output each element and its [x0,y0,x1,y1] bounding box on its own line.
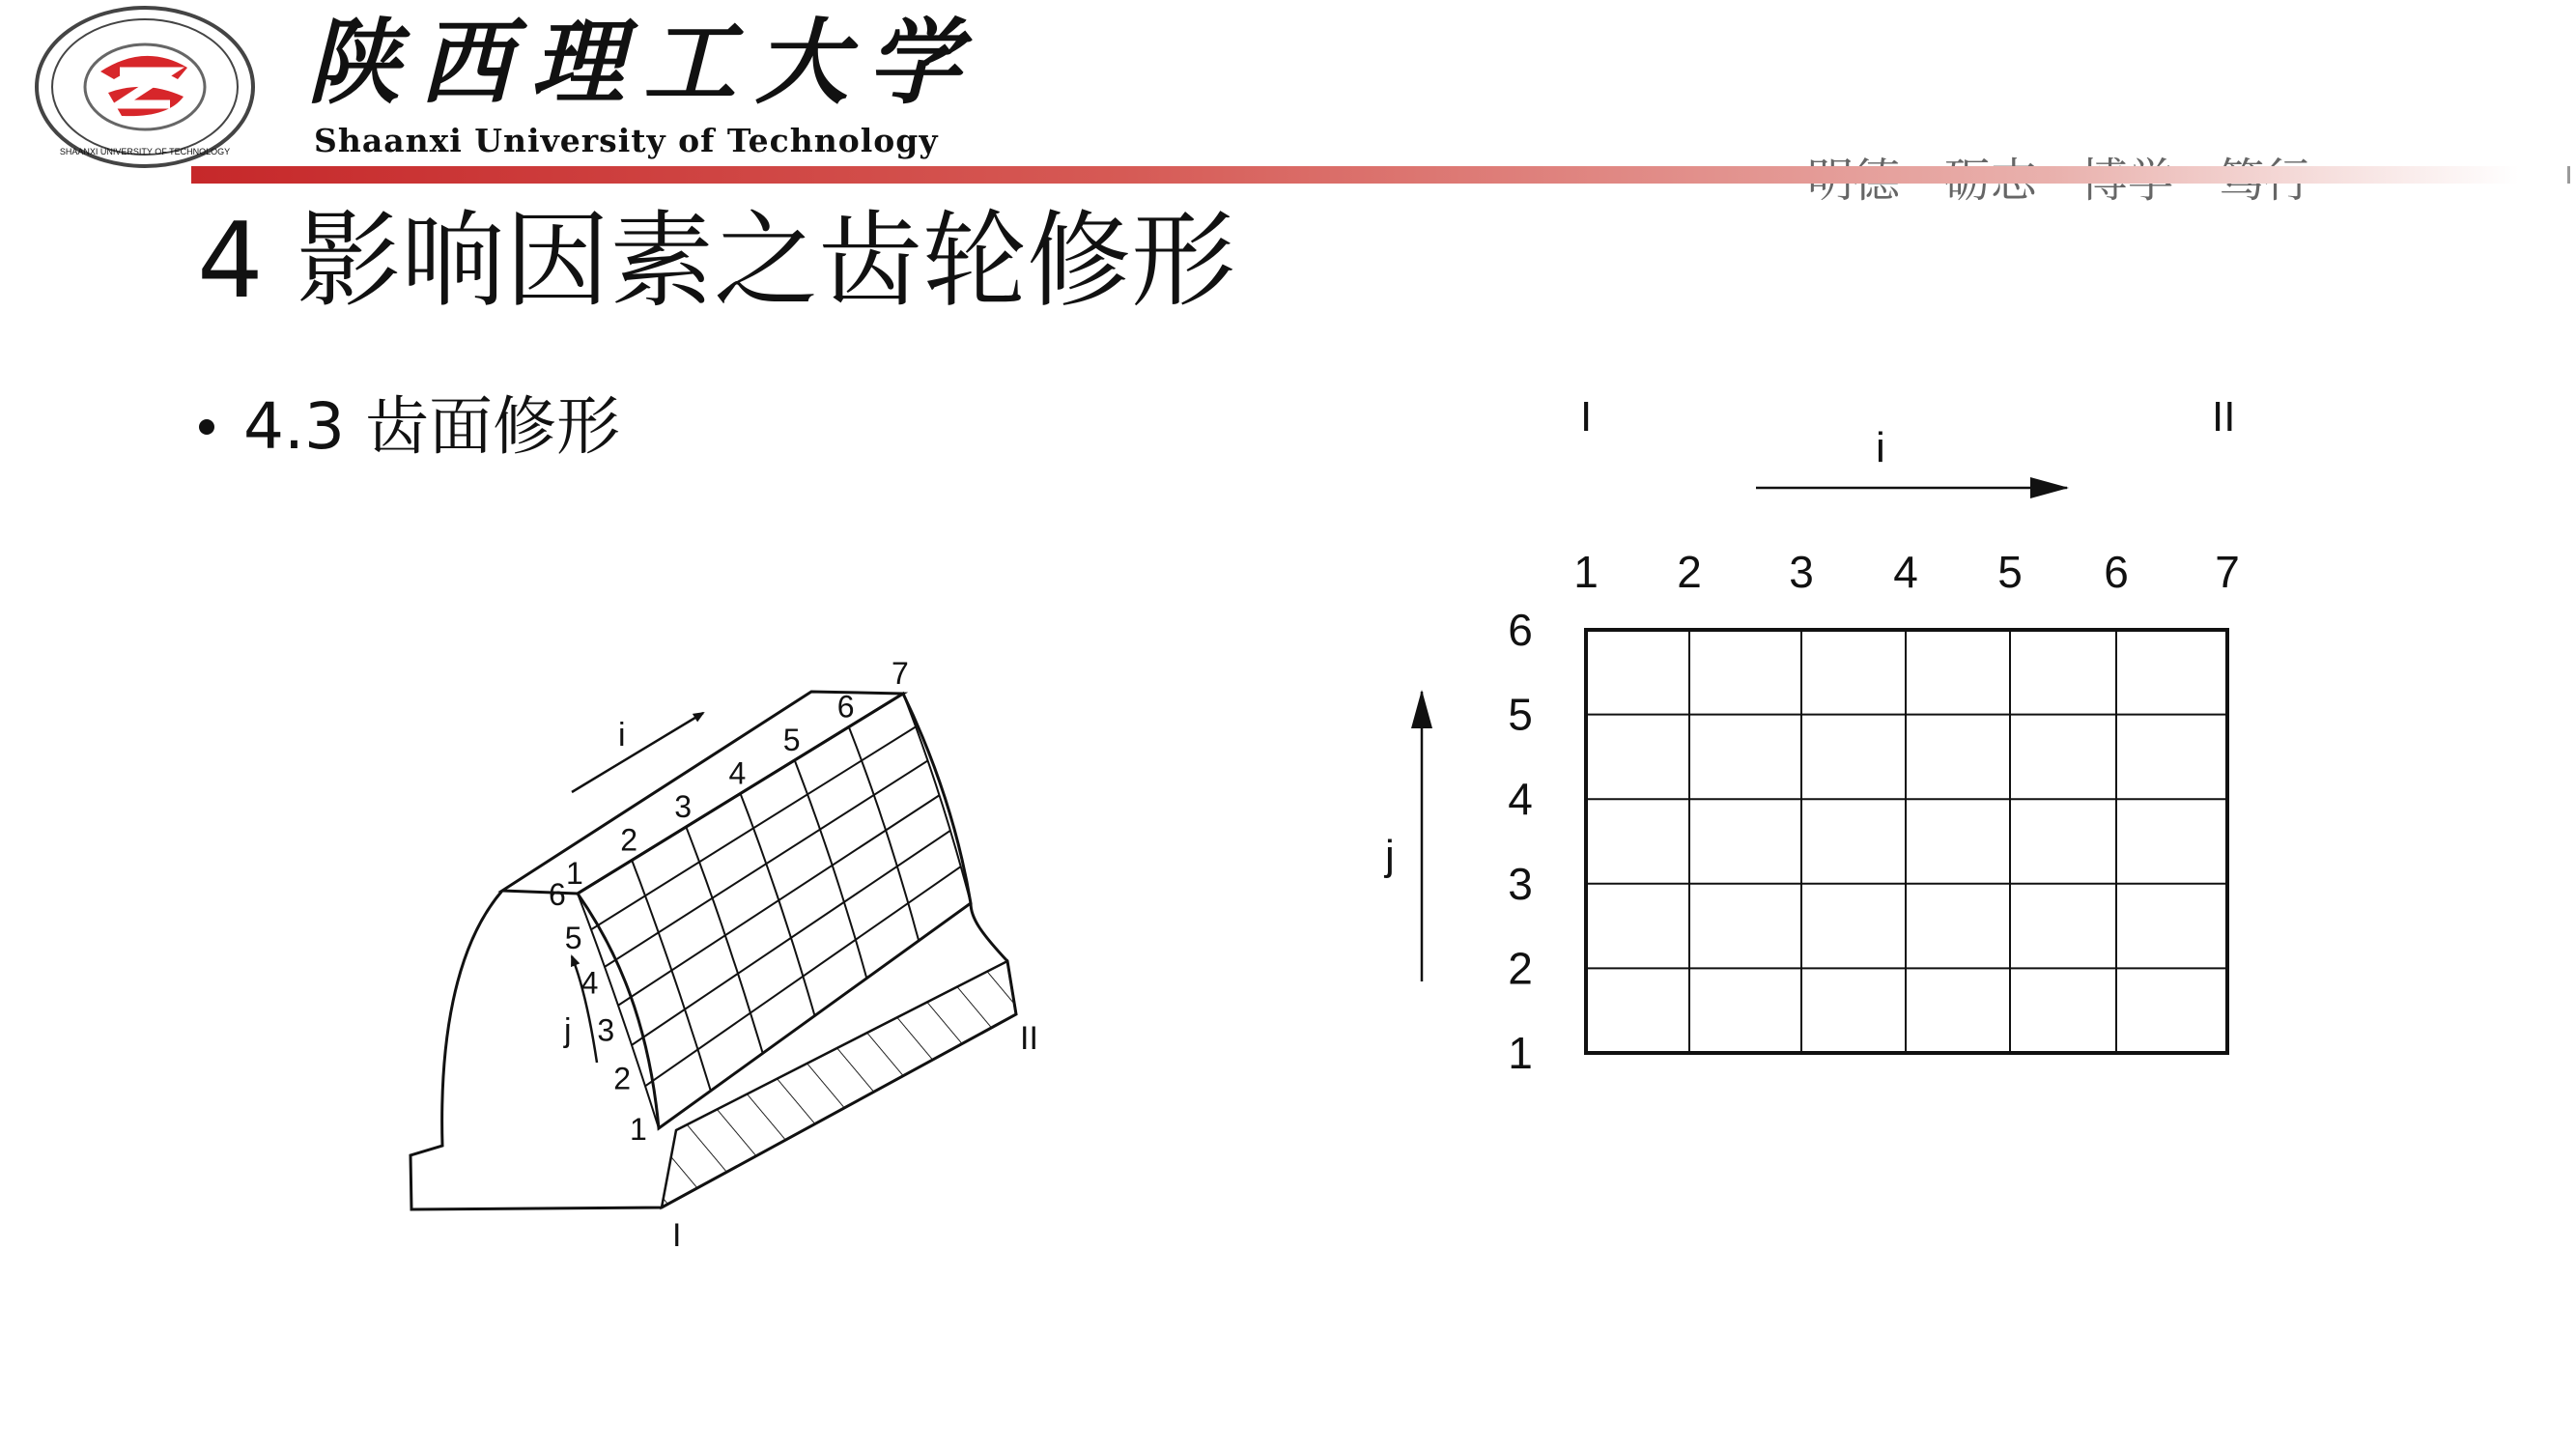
grid-column-number: 5 [1997,547,2023,597]
tooth-j-label: j [564,1012,572,1049]
tooth-i-number: 5 [782,723,801,757]
tooth-i-number: 4 [728,755,747,791]
section-bullet: 4.3 齿面修形 [243,389,620,464]
grid-row-number: 3 [1508,858,1533,909]
grid-j-label: j [1385,832,1395,879]
grid-row-number: 2 [1508,943,1533,994]
tooth-j-number: 1 [630,1112,647,1147]
tooth-end-II-label: II [1020,1020,1038,1057]
grid-table [1586,630,2227,1053]
tooth-j-number: 2 [613,1061,631,1096]
grid-column-number: 1 [1573,547,1599,597]
grid-end-II-label: II [2212,393,2236,440]
slide-title: 4 影响因素之齿轮修形 [197,201,1236,322]
grid-column-number: 2 [1677,547,1702,597]
tooth-i-number: 7 [892,656,909,691]
tooth-i-number: 6 [836,689,855,724]
grid-column-number: 7 [2215,547,2240,597]
grid-row-number: 1 [1508,1028,1533,1078]
university-name-cn: 陕西理工大学 [307,8,979,117]
tooth-j-number: 3 [597,1012,615,1048]
tooth-j-number: 4 [580,965,599,1001]
tooth-i-label: i [618,717,626,753]
seal-text: SHAANXI UNIVERSITY OF TECHNOLOGY [59,147,231,156]
grid-row-number: 5 [1508,689,1533,740]
grid-column-number: 3 [1789,547,1814,597]
tooth-i-number: 2 [620,822,637,858]
grid-end-I-label: I [1580,393,1593,440]
tooth-i-number: 1 [566,856,583,891]
grid-column-number: 4 [1893,547,1918,597]
tooth-i-number: 3 [674,789,693,824]
tooth-j-number: 6 [549,877,566,912]
tooth-j-number: 5 [564,920,582,955]
grid-row-number: 4 [1508,774,1533,825]
university-name-en: Shaanxi University of Technology [314,122,939,159]
grid-i-label: i [1876,424,1885,471]
grid-row-number: 6 [1508,605,1533,655]
grid-column-number: 6 [2104,547,2129,597]
tooth-end-I-label: I [672,1217,682,1254]
